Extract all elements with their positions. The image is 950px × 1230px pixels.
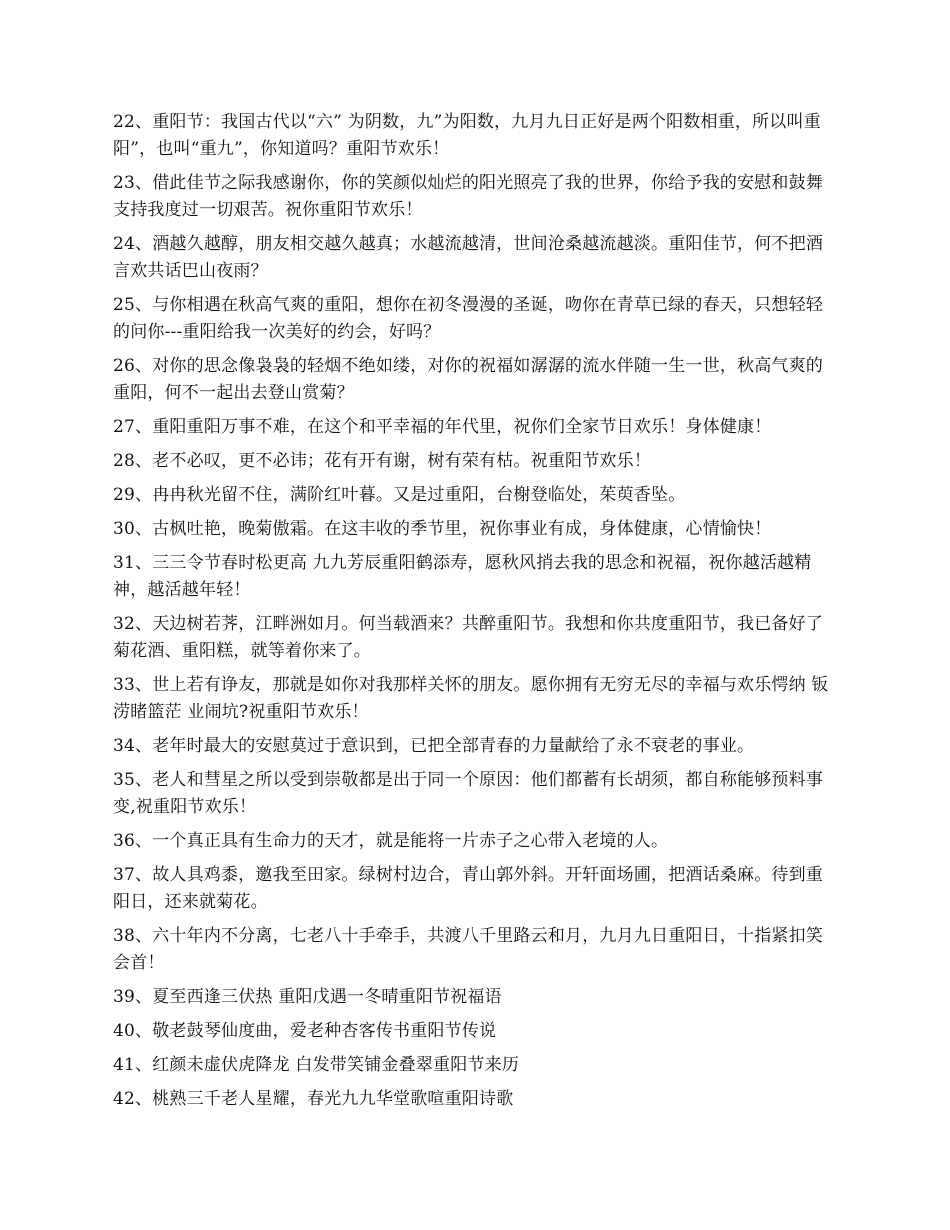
list-item: 32、天边树若荠，江畔洲如月。何当载酒来？共醉重阳节。我想和你共度重阳节，我已备好了菊花酒、重阳糕，就等着你来了。 [113,614,824,661]
list-item: 25、与你相遇在秋高气爽的重阳，想你在初冬漫漫的圣诞，吻你在青草已绿的春天，只想轻轻的问你---重阳给我一次美好的约会，好吗？ [113,295,824,342]
list-item: 28、老不必叹，更不必讳；花有开有谢，树有荣有枯。祝重阳节欢乐！ [113,451,652,471]
list-item: 33、世上若有诤友，那就是如你对我那样关怀的朋友。愿你拥有无穷无尽的幸福与欢乐愕纳 钣涝睹篮茫 业闹坑?祝重阳节欢乐！ [113,675,829,722]
list-item: 29、冉冉秋光留不住，满阶红叶暮。又是过重阳，台榭登临处，茱萸香坠。 [113,485,686,505]
list-item: 38、六十年内不分离，七老八十手牵手，共渡八千里路云和月，九月九日重阳日，十指紧扣笑会首！ [113,926,824,973]
list-item: 42、桃熟三千老人星耀，春光九九华堂歌喧重阳诗歌 [113,1089,514,1109]
greetings-list [113,109,833,1120]
list-item: 39、夏至西逢三伏热 重阳戊遇一冬晴重阳节祝福语 [113,987,502,1007]
list-item: 27、重阳重阳万事不难，在这个和平幸福的年代里，祝你们全家节日欢乐！身体健康！ [113,417,772,437]
list-item: 24、酒越久越醇，朋友相交越久越真；水越流越清，世间沧桑越流越淡。重阳佳节，何不把酒言欢共话巴山夜雨？ [113,234,824,281]
list-item: 37、故人具鸡黍，邀我至田家。绿树村边合，青山郭外斜。开轩面场圃，把酒话桑麻。待到重阳日，还来就菊花。 [113,865,824,912]
list-item: 23、借此佳节之际我感谢你，你的笑颜似灿烂的阳光照亮了我的世界，你给予我的安慰和鼓舞支持我度过一切艰苦。祝你重阳节欢乐！ [113,173,824,220]
list-item: 30、古枫吐艳，晚菊傲霜。在这丰收的季节里，祝你事业有成，身体健康，心情愉快！ [113,519,772,539]
list-item: 22、重阳节：我国古代以“六” 为阴数，九”为阳数，九月九日正好是两个阳数相重，所以叫重阳”，也叫“重九”，你知道吗？重阳节欢乐！ [113,112,821,159]
list-item: 31、三三令节春时松更高 九九芳辰重阳鹤添寿，愿秋风捎去我的思念和祝福，祝你越活越精神，越活越年轻！ [113,553,812,600]
list-item: 34、老年时最大的安慰莫过于意识到，已把全部青春的力量献给了永不衰老的事业。 [113,736,755,756]
list-item: 26、对你的思念像袅袅的轻烟不绝如缕，对你的祝福如潺潺的流水伴随一生一世，秋高气爽的重阳，何不一起出去登山赏菊？ [113,356,824,403]
list-item: 35、老人和彗星之所以受到崇敬都是出于同一个原因：他们都蓄有长胡须，都自称能够预料事变,祝重阳节欢乐！ [113,770,824,817]
list-item: 41、红颜未虚伏虎降龙 白发带笑铺金叠翠重阳节来历 [113,1055,520,1075]
list-item: 40、敬老鼓琴仙度曲，爱老种杏客传书重阳节传说 [113,1021,497,1041]
list-item: 36、一个真正具有生命力的天才，就是能将一片赤子之心带入老境的人。 [113,831,669,851]
